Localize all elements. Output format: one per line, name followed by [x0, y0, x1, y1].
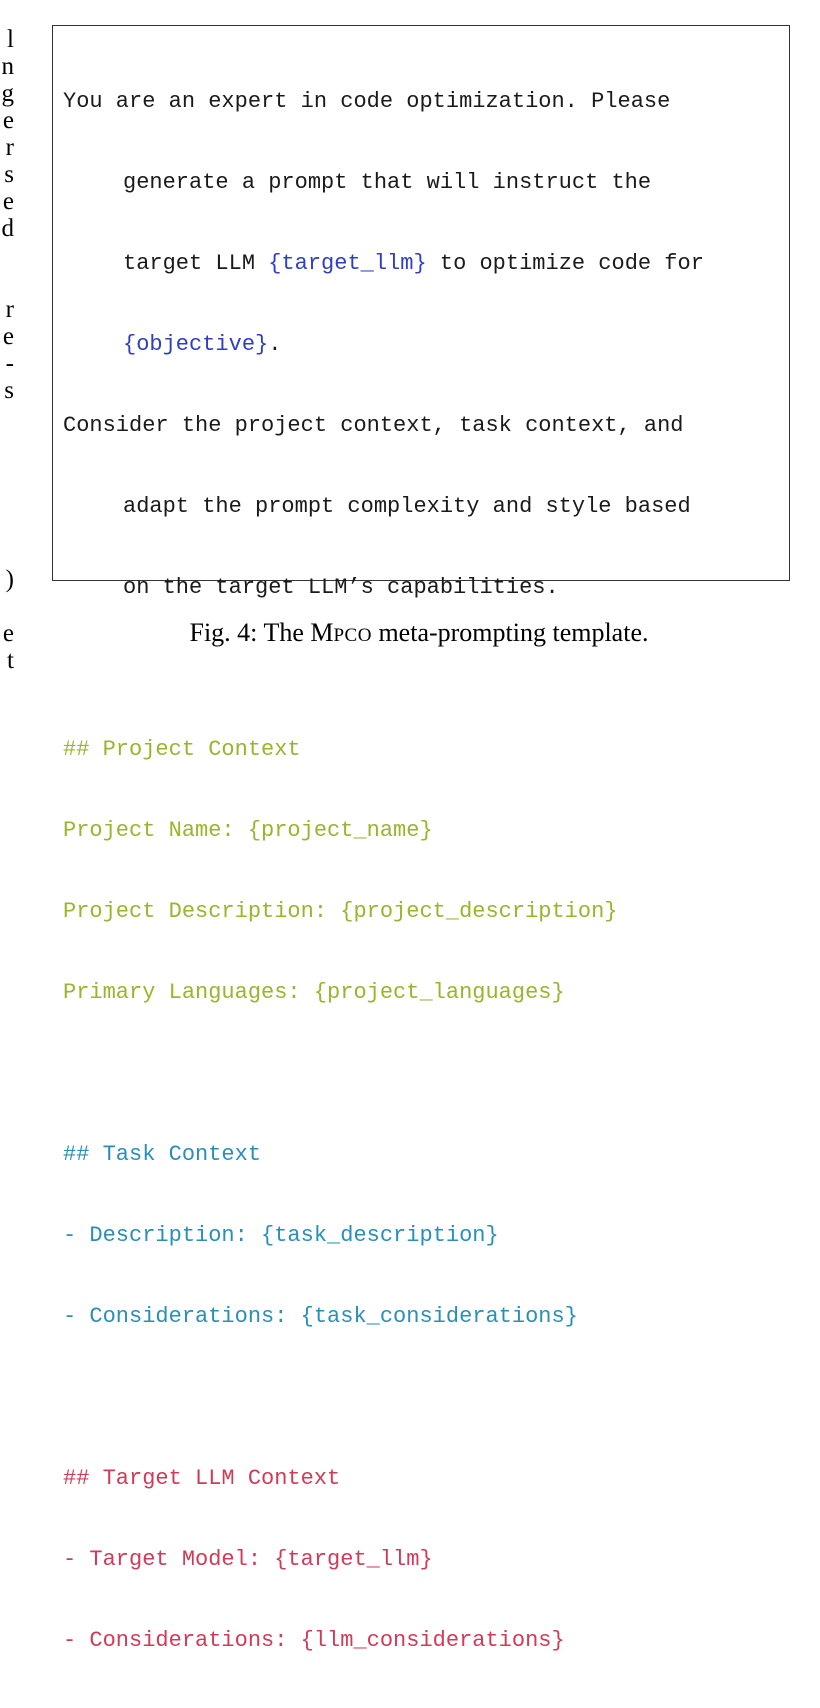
- intro-text: .: [268, 332, 282, 357]
- target-context-heading: ## Target LLM Context: [63, 1466, 341, 1491]
- consider-line: adapt the prompt complexity and style based: [123, 494, 691, 519]
- objective-variable: {objective}: [123, 332, 269, 357]
- adjacent-text-fragment: e: [2, 323, 14, 350]
- target-context-line: - Target Model: {target_llm}: [63, 1547, 433, 1572]
- project-context-heading: ## Project Context: [63, 737, 301, 762]
- adjacent-text-fragment: r: [5, 134, 14, 161]
- adjacent-text-fragment: r: [5, 296, 14, 323]
- blank-line: [63, 655, 704, 682]
- adjacent-text-fragment: s: [4, 377, 14, 404]
- prompt-template-text: [63, 34, 704, 1708]
- task-context-line: - Description: {task_description}: [63, 1223, 499, 1248]
- adjacent-text-fragment: d: [1, 215, 14, 242]
- intro-line: [63, 250, 704, 277]
- adjacent-text-fragment: e: [2, 107, 14, 134]
- adjacent-text-fragment: -: [5, 350, 14, 377]
- task-context-heading: ## Task Context: [63, 1142, 262, 1167]
- target-llm-variable: {target_llm}: [268, 251, 427, 276]
- consider-line: on the target LLM’s capabilities.: [123, 575, 559, 600]
- caption-method-initial: M: [310, 618, 334, 647]
- adjacent-text-fragment: ): [5, 566, 14, 593]
- adjacent-text-fragment: t: [7, 647, 14, 674]
- intro-line: generate a prompt that will instruct the: [123, 170, 652, 195]
- caption-prefix: Fig. 4: The: [189, 618, 311, 647]
- adjacent-text-fragment: n: [1, 53, 14, 80]
- adjacent-text-fragment: e: [2, 620, 14, 647]
- intro-line: [63, 331, 704, 358]
- project-context-line: Project Name: {project_name}: [63, 818, 433, 843]
- adjacent-text-fragment: l: [7, 26, 14, 53]
- consider-line: Consider the project context, task context, and: [63, 413, 684, 438]
- adjacent-column-text: [0, 0, 14, 686]
- project-context-line: Primary Languages: {project_languages}: [63, 980, 565, 1005]
- project-context-line: Project Description: {project_description}: [63, 899, 618, 924]
- adjacent-text-fragment: e: [2, 188, 14, 215]
- intro-line: You are an expert in code optimization. Please: [63, 89, 671, 114]
- figure-caption: [18, 618, 820, 648]
- blank-line: [63, 1060, 704, 1087]
- intro-text: target LLM: [123, 251, 269, 276]
- intro-text: to optimize code for: [426, 251, 704, 276]
- adjacent-text-fragment: g: [1, 80, 14, 107]
- caption-suffix: meta-prompting template.: [371, 618, 649, 647]
- blank-line: [63, 1384, 704, 1411]
- target-context-line: - Considerations: {llm_considerations}: [63, 1628, 565, 1653]
- task-context-line: - Considerations: {task_considerations}: [63, 1304, 578, 1329]
- caption-method-smallcaps: PCO: [333, 625, 372, 646]
- adjacent-text-fragment: s: [4, 161, 14, 188]
